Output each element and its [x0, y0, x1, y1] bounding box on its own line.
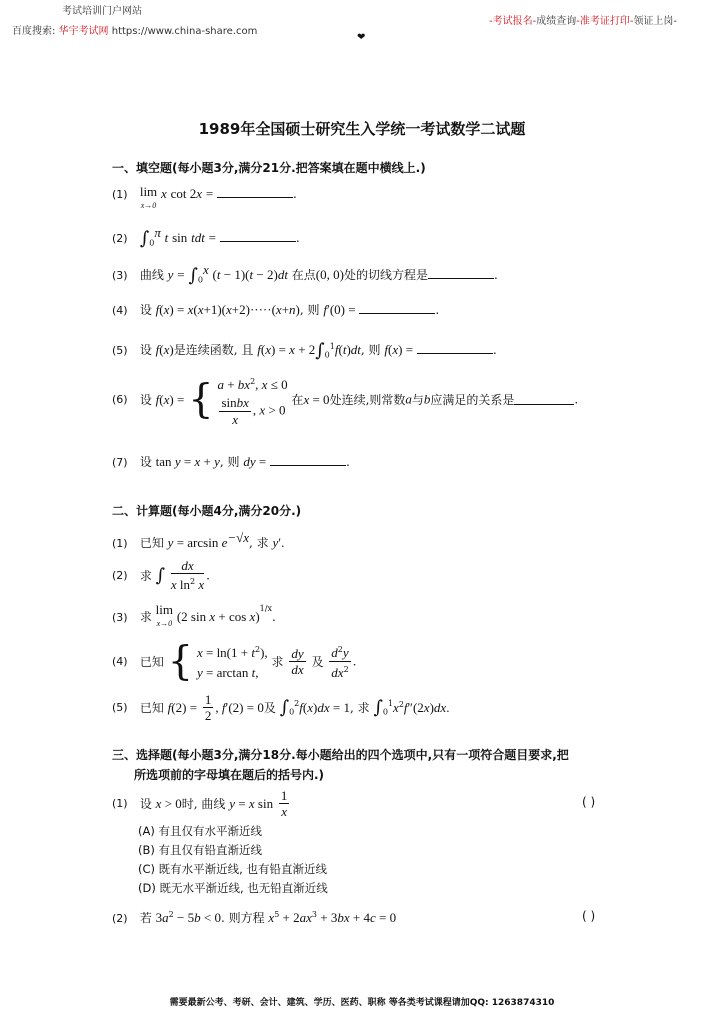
choice-q1-option-c: (C) 既有水平渐近线, 也有铅直渐近线: [138, 862, 327, 876]
nav-exam-register[interactable]: -考试报名-: [489, 16, 537, 27]
search-bar: [12, 22, 257, 37]
choice-q2-answer-paren: ( ): [582, 909, 596, 923]
choice-q1-option-d: (D) 既无水平渐近线, 也无铅直渐近线: [138, 881, 328, 895]
fill-q5: (5) 设 f(x)是连续函数, 且 $f(x) = x + 2\int_0^1f(t)dt$, 则 f(x) = .: [112, 340, 497, 361]
nav-score-query[interactable]: 成绩查询: [536, 16, 577, 27]
footer-ad: 需要最新公考、考研、会计、建筑、学历、医药、职称 等各类考试课程请加QQ: 1263874310: [169, 998, 555, 1008]
fill-q3: (3) 曲线 $y = \int_0^x$ (t − 1)(t − 2)dt 在点(0, 0)处的切线方程是 .: [112, 262, 498, 286]
brand-link[interactable]: 华宇考试网: [58, 26, 109, 37]
fill-q1: (1) lim x→0 x cot 2x = .: [112, 184, 297, 210]
calc-q3: (3) 求 lim x→0 (2 sin x + cos x)$^{1/x}$.: [112, 602, 276, 628]
section-calc-heading: 二、计算题(每小题4分,满分20分.): [112, 504, 302, 518]
heart-icon: ❤: [357, 32, 366, 43]
calc-q5: (5) 已知 f(2) = $\frac{1}{2}$ , f′(2) = 0及 $\int_0^2f(x)dx = 1$, 求 $\int_0^1x^2f''(2x)dx$.: [112, 692, 450, 723]
fill-q2: (2) $\int_0^\pi$ t sin tdt = .: [112, 225, 300, 249]
fill-q7: (7) 设 tan y = x + y, 则 dy = .: [112, 454, 350, 469]
site-name: 考试培训门户网站: [62, 6, 142, 17]
calc-q2: (2) 求 ∫ $\frac{dx}{x \ln^2 x}$ .: [112, 558, 210, 592]
choice-q1-option-a: (A) 有且仅有水平渐近线: [138, 824, 262, 838]
nav-admission-print[interactable]: -准考证打印-: [576, 16, 634, 27]
section-fill-heading: 一、填空题(每小题3分,满分21分.把答案填在题中横线上.): [112, 161, 426, 175]
page-title: 1989年全国硕士研究生入学统一考试数学二试题: [198, 120, 526, 138]
search-label: 百度搜索:: [12, 26, 56, 37]
nav-certificate[interactable]: 领证上岗-: [633, 16, 678, 27]
calc-q1: (1) 已知 $y = \arcsin e^{-√x}$, 求 y′.: [112, 530, 285, 550]
choice-q1: (1) 设 x > 0时, 曲线 y = x sin $\frac{1}{x}$: [112, 788, 288, 819]
choice-q2: (2) 若 $3a^2 - 5b < 0$. 则方程 $x^5 + 2ax^3 + 3bx + 4c = 0$: [112, 910, 397, 925]
fill-q6: (6) 设 f(x) = { $a + bx^2$, x ≤ 0 $\frac{\text{sinbx}}{x}$ , x > 0 在x = 0处连续,则常数a与b应满足的关系是 .: [112, 376, 579, 427]
section-choice-heading-line2: 所选项前的字母填在题后的括号内.): [134, 768, 325, 782]
fill-q4: (4) 设 f(x) = x(x+1)(x+2)·····(x+n), 则 f′(0) = .: [112, 302, 440, 317]
site-url[interactable]: https://www.china-share.com: [111, 26, 258, 37]
section-choice-heading-line1: 三、选择题(每小题3分,满分18分.每小题给出的四个选项中,只有一项符合题目要求,把: [112, 748, 569, 762]
top-nav: [489, 12, 677, 27]
calc-q4: (4) 已知 { $x = \ln(1 + t^2)$, y = arctan t, 求 $\frac{dy}{dx}$ 及 $\frac{d^2y}{dx^2}$ .: [112, 638, 357, 685]
choice-q1-option-b: (B) 有且仅有铅直渐近线: [138, 843, 263, 857]
choice-q1-answer-paren: ( ): [582, 795, 596, 809]
